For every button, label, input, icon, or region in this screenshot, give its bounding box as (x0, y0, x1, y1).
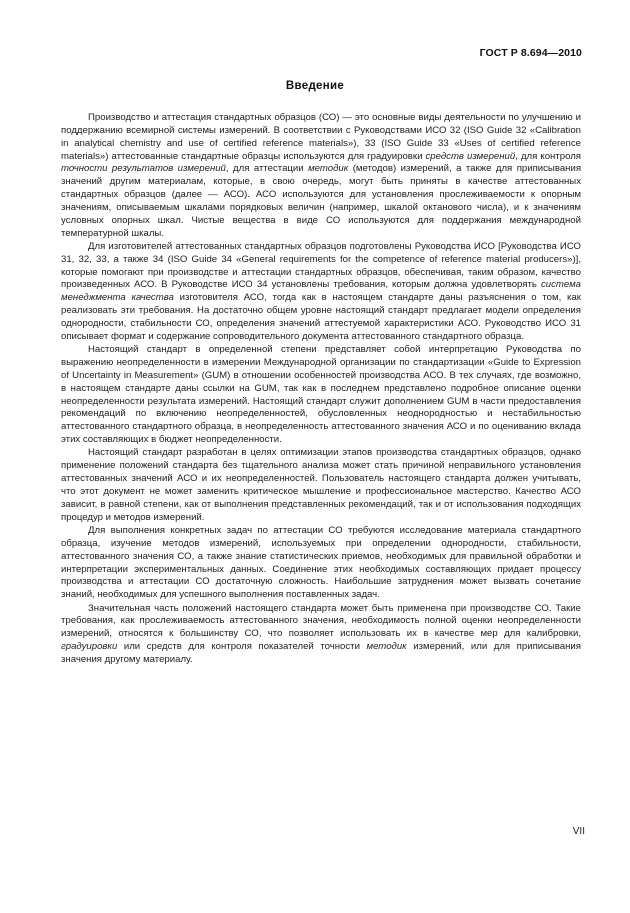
paragraph (61, 447, 581, 524)
standard-number: ГОСТ Р 8.694—2010 (479, 47, 582, 59)
paragraph (61, 344, 581, 447)
text-run: Значительная часть положений настоящего стандарта может быть применена при производстве СО. Такие требования, как прослеживаемость аттестованного значения, необходимость полной оценки неопределенности измерений, относятся к большинству СО, что позволяет использовать их в качестве мер для калибровки, (61, 602, 581, 640)
italic-term: средств измерений (425, 150, 516, 162)
page-number: VII (572, 826, 585, 837)
text-run: измерений, или для приписывания значения другому материалу. (61, 641, 581, 665)
section-title: Введение (285, 80, 345, 92)
text-run: Производство и аттестация стандартных образцов (СО) — это основные виды деятельности по улучшению и поддержанию всемирной системы измерений. В соответствии с Руководствами ИСО 32 (ISO Guide 32 «Calibration in analytical chemistry and use of certified reference materials»), 33 (ISO Guide 33 «Uses of certified reference materials») аттестованные стандартные образцы используются для градуировки (61, 112, 581, 162)
text-run: или средств для контроля показателей точности (117, 641, 367, 653)
paragraph (61, 241, 581, 344)
paragraph (61, 525, 581, 602)
text-run: (методов) измерений, а также для приписывания значений другим материалам, которые, в свою очередь, могут быть приняты в качестве аттестованных стандартных образцов (далее — АСО). АСО используются для установления прослеживаемости к опорным значениям, описываемым шкалами порядковых величин (например, шкалой октанового числа), и к значениям условных опорных шкал. Чистые вещества в виде СО используются для поддержания международной температурной шкалы. (61, 163, 582, 239)
paragraph (61, 603, 581, 667)
text-run: изготовителя АСО, тогда как в настоящем стандарте даны разъяснения о том, как реализовать эти требования. На достаточно общем уровне настоящий стандарт предлагает модели определения однородности, стабильности СО, определения значений аттестуемой характеристики АСО. Руководство ИСО 31 описывает формат и содержание сопроводительного документа аттестованного стандартного образца. (61, 292, 581, 342)
body-text (61, 112, 581, 667)
text-run: , для аттестации (225, 163, 309, 175)
italic-term: градуировки (61, 641, 118, 653)
italic-term: методик (366, 641, 407, 653)
text-run: , для контроля (515, 150, 581, 162)
paragraph (61, 112, 581, 240)
italic-term: методик (308, 163, 349, 175)
italic-term: точности результатов измерений (61, 163, 226, 175)
text-run: Настоящий стандарт разработан в целях оптимизации этапов производства стандартных образцов, однако применение положений стандарта без тщательного анализа может стать причиной неправильного установления аттестованных значений АСО и их неопределенностей. Пользователь настоящего стандарта должен учитывать, что этот документ не может заменить критическое мышление и профессиональное мастерство. Качество АСО зависит, в равной степени, как от выполнения представленных рекомендаций, так и от использования подходящих процедур и методов измерений. (61, 447, 581, 523)
text-run: Для изготовителей аттестованных стандартных образцов подготовлены Руководства ИСО [Руководства ИСО 31, 32, 33, а также 34 (ISO Guide 34 «General requirements for the competence of reference material producers»)], которые помогают при производстве и аттестации стандартных образцов, обеспечивая, таким образом, качество произведенных АСО. В Руководстве ИСО 34 установлены требования, которым должна удовлетворять (61, 240, 581, 291)
text-run: Для выполнения конкретных задач по аттестации СО требуются исследование материала стандартного образца, изучение методов измерений, используемых при определении однородности, стабильности, аттестованного значения СО, а также знание статистических приемов, необходимых для правильной обработки и интерпретации экспериментальных данных. Соединение этих необходимых составляющих придает процессу производства и аттестации СО достаточную сложность. Наибольшие затруднения может вызвать сочетание знаний, необходимых для успешного выполнения поставленных задач. (61, 525, 581, 601)
text-run: Настоящий стандарт в определенной степени представляет собой интерпретацию Руководства по выражению неопределенности в измерении Международной организации по стандартизации «Guide to Expression of Uncertainty in Measurement» (GUM) в отношении особенностей производства АСО. В тех случаях, где возможно, в настоящем стандарте даны ссылки на GUM, так как в последнем представлено подробное описание оценки неопределенности результата измерений. Настоящий стандарт служит дополнением GUM в части предоставления рекомендаций по включению неопределенностей, обусловленных неоднородностью и нестабильностью аттестованного стандартного образца, в неопределенность аттестованного значения АСО и по оцениванию вклада этих составляющих в бюджет неопределенности. (61, 344, 581, 446)
italic-term: система менеджмента качества (61, 279, 581, 304)
